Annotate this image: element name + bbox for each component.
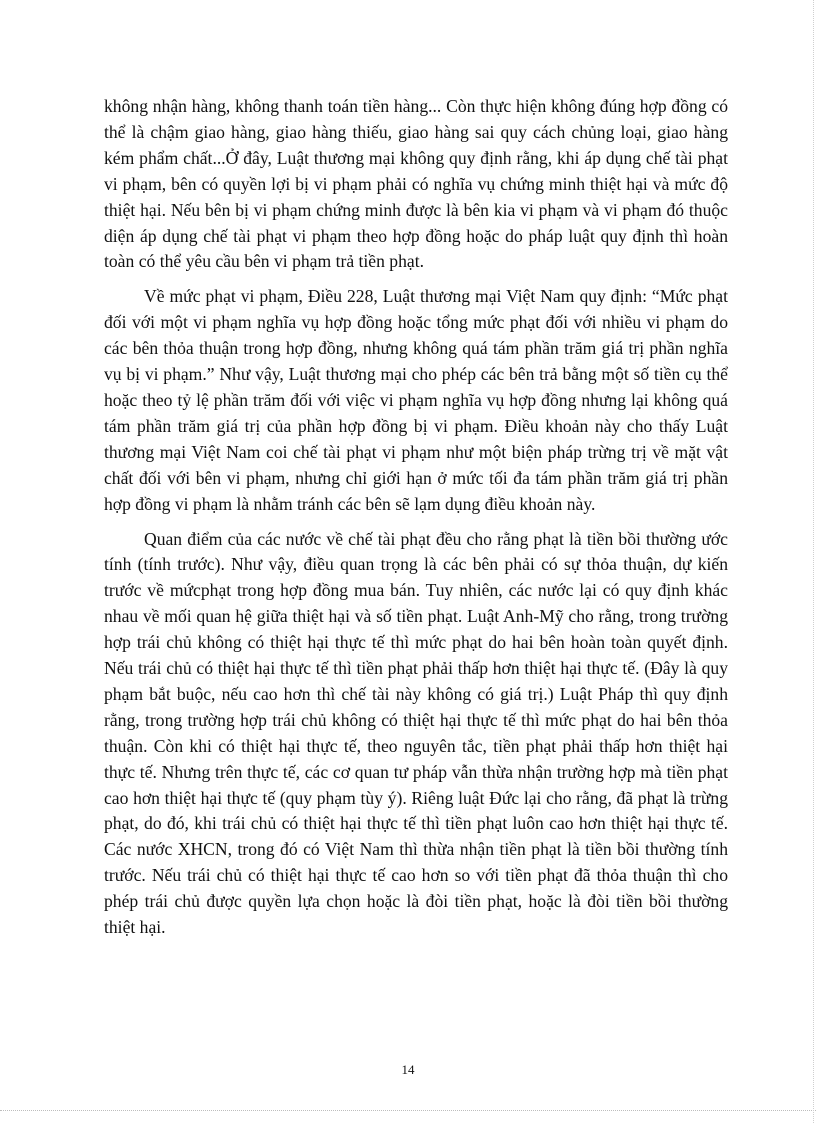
page-right-divider (813, 0, 814, 1123)
page-number: 14 (401, 1062, 415, 1077)
paragraph-3: Quan điểm của các nước về chế tài phạt đều cho rằng phạt là tiền bồi thường ước tính (tính trước). Như vậy, điều quan trọng là các bên phải có sự thỏa thuận, dự kiến trước về mứcphạt trong hợp đồng mua bán. Tuy nhiên, các nước lại có quy định khác nhau về mối quan hệ giữa thiệt hại và số tiền phạt. Luật Anh-Mỹ cho rằng, trong trường hợp trái chủ không có thiệt hại thực tế thì mức phạt do hai bên hoàn toàn quyết định. Nếu trái chủ có thiệt hại thực tế thì tiền phạt phải thấp hơn thiệt hại thực tế. (Đây là quy phạm bắt buộc, nếu cao hơn thì chế tài này không có giá trị.) Luật Pháp thì quy định rằng, trong trường hợp trái chủ không có thiệt hại thực tế thì mức phạt do hai bên thỏa thuận. Còn khi có thiệt hại thực tế, theo nguyên tắc, tiền phạt phải thấp hơn thiệt hại thực tế. Nhưng trên thực tế, các cơ quan tư pháp vẫn thừa nhận trường hợp mà tiền phạt cao hơn thiệt hại thực tế (quy phạm tùy ý). Riêng luật Đức lại cho rằng, đã phạt là trừng phạt, do đó, khi trái chủ có thiệt hại thực tế thì tiền phạt luôn cao hơn thiệt hại thực tế. Các nước XHCN, trong đó có Việt Nam thì thừa nhận tiền phạt là tiền bồi thường tính trước. Nếu trái chủ có thiệt hại thực tế cao hơn so với tiền phạt đã thỏa thuận thì cho phép trái chủ được quyền lựa chọn hoặc là đòi tiền phạt, hoặc là đòi tiền bồi thường thiệt hại. (104, 528, 728, 938)
paragraph-2: Về mức phạt vi phạm, Điều 228, Luật thương mại Việt Nam quy định: “Mức phạt đối với một vi phạm nghĩa vụ hợp đồng hoặc tổng mức phạt đối với nhiều vi phạm do các bên thỏa thuận trong hợp đồng, nhưng không quá tám phần trăm giá trị phần nghĩa vụ bị vi phạm.” Như vậy, Luật thương mại cho phép các bên trả bằng một số tiền cụ thể hoặc theo tỷ lệ phần trăm đối với việc vi phạm nghĩa vụ hợp đồng nhưng lại không quá tám phần trăm giá trị của phần hợp đồng bị vi phạm. Điều khoản này cho thấy Luật thương mại Việt Nam coi chế tài phạt vi phạm như một biện pháp trừng trị về mặt vật chất đối với bên vi phạm, nhưng chỉ giới hạn ở mức tối đa tám phần trăm giá trị phần hợp đồng vi phạm là nhằm tránh các bên sẽ lạm dụng điều khoản này. (104, 286, 728, 514)
paragraph-1: không nhận hàng, không thanh toán tiền hàng... Còn thực hiện không đúng hợp đồng có thể là chậm giao hàng, giao hàng thiếu, giao hàng sai quy cách chủng loại, giao hàng kém phẩm chất...Ở đây, Luật thương mại không quy định rằng, khi áp dụng chế tài phạt vi phạm, bên có quyền lợi bị vi phạm phải có nghĩa vụ chứng minh thiệt hại và mức độ thiệt hại. Nếu bên bị vi phạm chứng minh được là bên kia vi phạm và vi phạm đó thuộc diện áp dụng chế tài phạt vi phạm theo hợp đồng hoặc do pháp luật quy định thì hoàn toàn có thể yêu cầu bên vi phạm trả tiền phạt. (104, 96, 728, 272)
page-bottom-divider (0, 1110, 816, 1111)
page-body (104, 94, 728, 950)
